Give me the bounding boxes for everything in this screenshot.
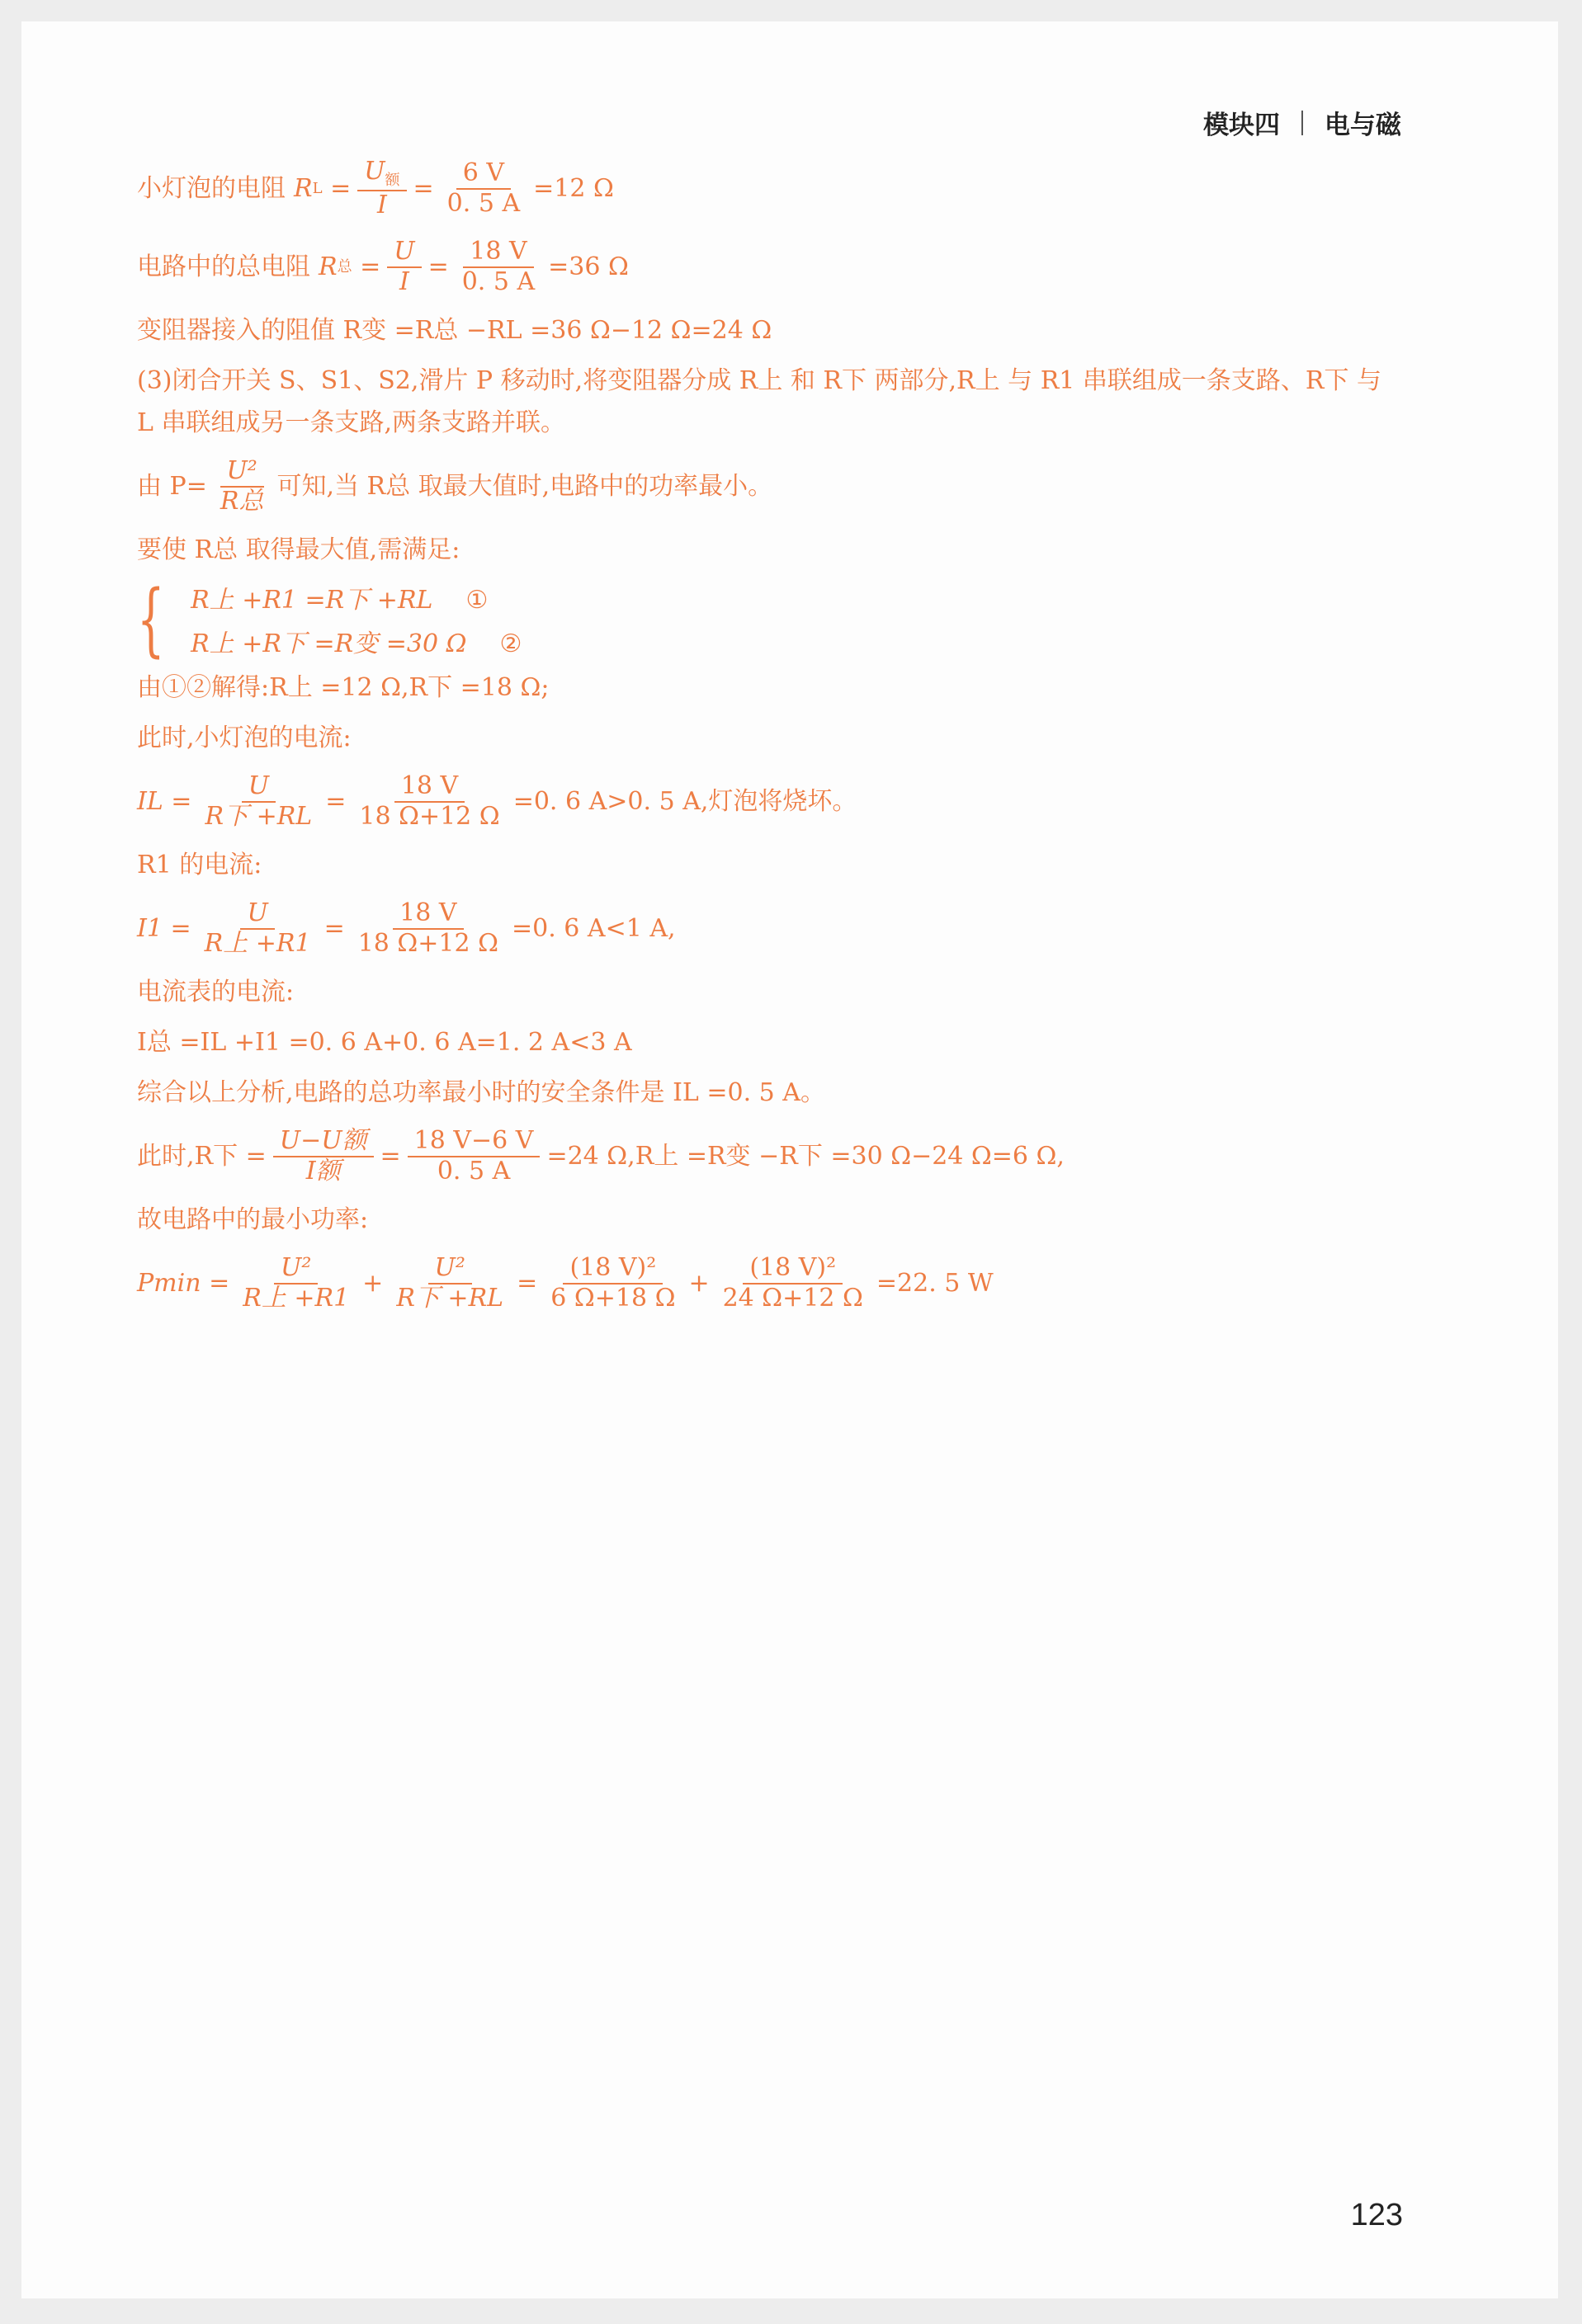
subscript: 额 [385,172,400,189]
line-ammeter-label: 电流表的电流: [137,978,295,1007]
line-lamp-resistance: 小灯泡的电阻 R L = $\frac{U_额}{I}$ = $\frac{6 V}{0. 5 A}$ =12 Ω [137,157,614,219]
text: =24 Ω,R上 =R变 −R下 =30 Ω−24 Ω=6 Ω, [546,1142,1065,1171]
text: IL = [137,787,192,817]
text: 由 P= [137,472,207,502]
topic-label: 电与磁 [1325,111,1401,140]
numerator: U−U额 [273,1127,374,1157]
equation-tag: ① [465,586,489,615]
fraction [441,159,527,218]
fraction [352,772,506,831]
running-header [1203,104,1401,141]
page [21,21,1558,2298]
fraction [390,1254,510,1313]
text: =0. 6 A>0. 5 A,灯泡将烧坏。 [512,787,857,817]
numerator: 18 V [393,899,463,930]
text: I1 = [137,914,191,944]
text: 小灯泡的电阻 [137,174,286,204]
text: 此时,R下 = [137,1142,267,1171]
denominator: I [376,190,387,219]
line-lower-resistance: 此时,R下 = $\frac{\text{U−U额}}{\text{I额}}$ = $\frac{18 V-6 V}{0. 5 A}$ =24 Ω,R上 =R变 −R下 =30 Ω−24 Ω=6 Ω, [137,1126,1065,1186]
line-lamp-current: IL = $\frac{U}{\text{R下 +RL}}$ = $\frac{18 V}{18 \Omega+12 \Omega}$ =0. 6 A>0. 5 A,灯泡将烧坏。 [137,771,857,831]
denominator: 18 Ω+12 Ω [359,801,500,831]
page-number: 123 [1350,2198,1403,2232]
numerator: 6 V [456,159,511,190]
fraction [544,1254,682,1313]
equation-tag: ② [499,629,522,659]
line-r1-current-label: R1 的电流: [137,851,262,880]
numerator: U² [428,1254,472,1285]
symbol: R [319,252,338,282]
numerator: U² [220,457,264,488]
line-condition: 要使 R总 取得最大值,需满足: [137,535,460,565]
denominator: 0. 5 A [461,266,536,296]
fraction [456,238,541,296]
numerator: U [242,772,276,803]
line-power-formula [137,457,1449,516]
fraction [236,1254,356,1313]
subscript: L [312,179,323,197]
fraction [273,1127,374,1186]
fraction [352,899,505,958]
denominator: I [399,266,409,296]
operator: + [362,1269,384,1299]
line-total-resistance: 电路中的总电阻 R 总 = $\frac{U}{I}$ = $\frac{18 V}{0. 5 A}$ =36 Ω [137,237,629,296]
brace: { [137,573,165,667]
numerator: 18 V−6 V [408,1127,541,1157]
line-r1-current: I1 = $\frac{U}{\text{R上 +R1}}$ = $\frac{18 V}{18 \Omega+12 \Omega}$ =0. 6 A<1 A, [137,898,676,958]
numerator: 18 V [394,772,465,803]
numerator: (18 V)² [563,1254,663,1285]
denominator: R上 +R1 [204,928,311,958]
result: =12 Ω [533,174,614,204]
equation: R上 +R下 =R变 =30 Ω [191,629,467,659]
line-part3: (3)闭合开关 S、S1、S2,滑片 P 移动时,将变阻器分成 R上 和 R下 两部分,R上 与 R1 串联组成一条支路、R下 与 [137,366,1382,396]
symbol: R [294,174,313,204]
numerator: U [364,157,385,186]
denominator: R下 +RL [205,801,313,831]
fraction [408,1127,541,1186]
numerator: U [240,899,274,930]
denominator: 24 Ω+12 Ω [722,1283,863,1313]
denominator: R总 [220,486,264,516]
denominator: R上 +R1 [243,1283,350,1313]
result: =36 Ω [548,252,629,282]
line-min-power [137,1254,1449,1313]
line-lamp-current-label: 此时,小灯泡的电流: [137,724,352,753]
solution-text [137,158,1449,1331]
line-min-power-label: 故电路中的最小功率: [137,1205,369,1235]
fraction [716,1254,870,1313]
subscript: 总 [337,257,352,276]
header-divider [1301,111,1303,135]
denominator: I额 [305,1156,341,1186]
denominator: 6 Ω+18 Ω [550,1283,676,1313]
text: 可知,当 R总 取最大值时,电路中的功率最小。 [276,472,773,502]
line-parallel: L 串联组成另一条支路,两条支路并联。 [137,408,565,438]
numerator: (18 V)² [743,1254,843,1285]
denominator: R下 +RL [396,1283,504,1313]
equation: R上 +R1 =R下 +RL [191,586,433,615]
fraction [357,158,406,219]
text: 电路中的总电阻 [137,252,310,282]
text: =0. 6 A<1 A, [512,914,676,944]
numerator: U [387,238,421,268]
denominator: 0. 5 A [446,188,521,218]
fraction [214,457,271,516]
fraction [387,238,421,296]
text: Pmin = [137,1269,230,1299]
line-solution: 由①②解得:R上 =12 Ω,R下 =18 Ω; [137,673,550,703]
line-summary: 综合以上分析,电路的总功率最小时的安全条件是 IL =0. 5 A。 [137,1078,825,1108]
numerator: 18 V [463,238,533,268]
operator: = [517,1269,538,1299]
module-label: 模块四 [1203,111,1280,140]
equation-system [137,573,1449,667]
fraction [198,899,318,958]
line-rheostat-value: 变阻器接入的阻值 R变 =R总 −RL =36 Ω−12 Ω=24 Ω [137,316,772,346]
result: =22. 5 W [876,1269,994,1299]
operator: + [688,1269,710,1299]
numerator: U² [274,1254,318,1285]
denominator: 0. 5 A [437,1156,511,1186]
line-ammeter-current: I总 =IL +I1 =0. 6 A+0. 6 A=1. 2 A<3 A [137,1028,632,1058]
denominator: 18 Ω+12 Ω [357,928,499,958]
fraction [198,772,319,831]
